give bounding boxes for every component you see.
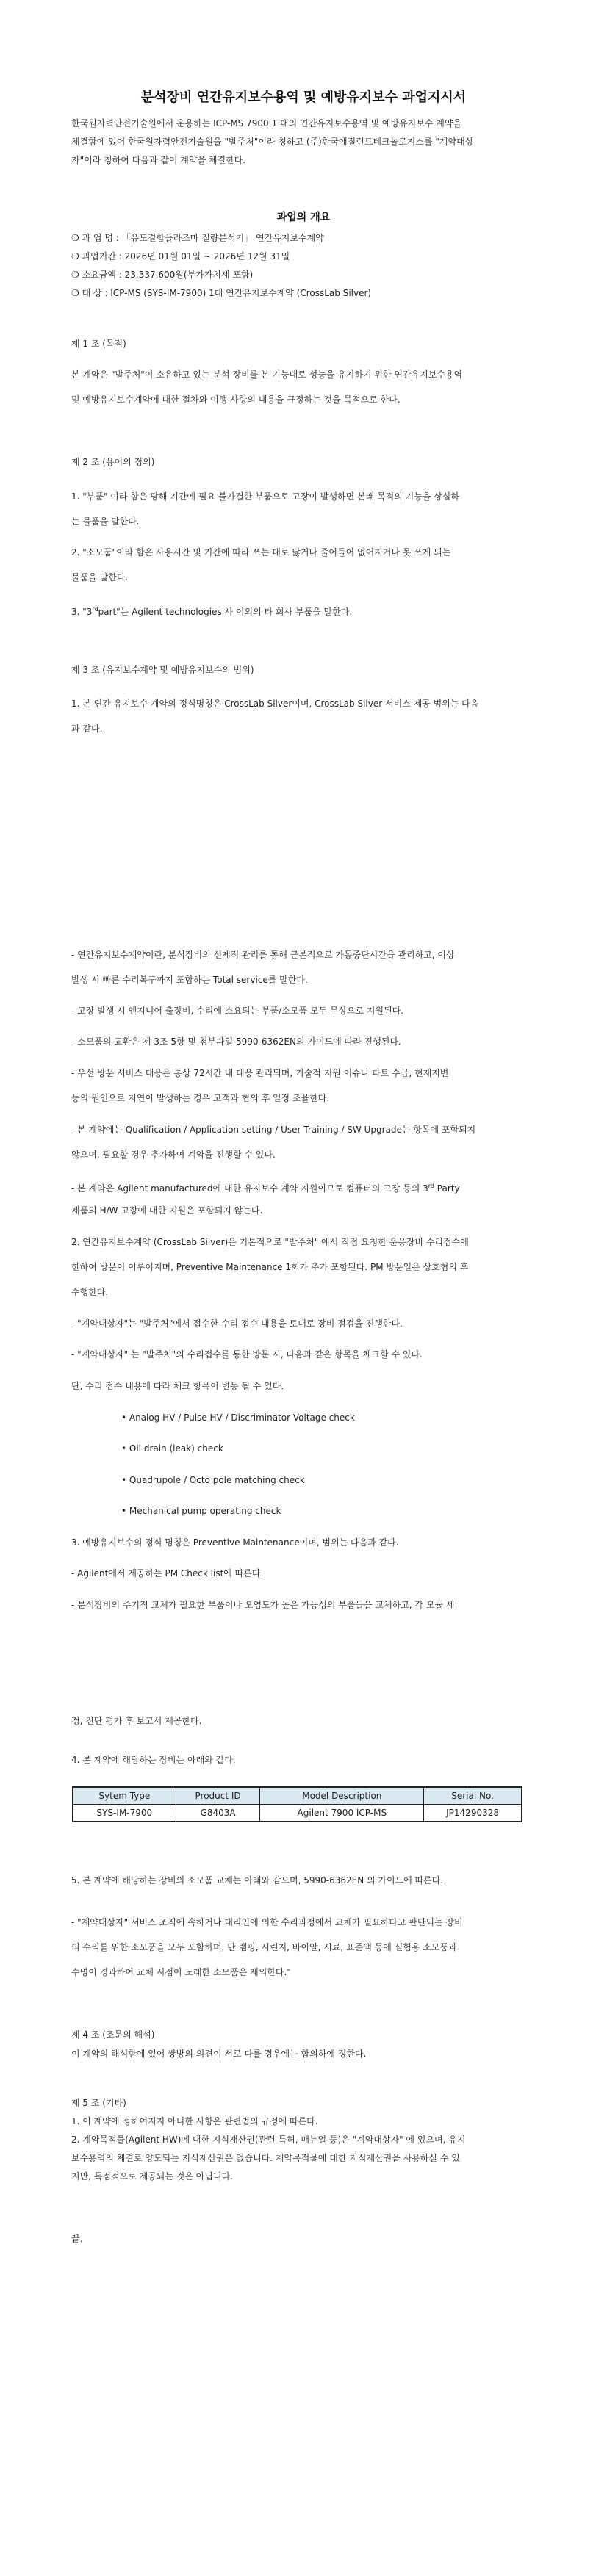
overview-title: 과업의 개요 [276,212,331,223]
article-2-text: 물품을 말한다. [71,572,129,582]
article-3-text: 한하여 방문이 이루어지며, Preventive Maintenance 1회가 추가 포함된다. PM 방문일은 상호협의 후 [71,1262,469,1272]
table-header-row [73,1787,522,1805]
intro-line: 한국원자력안전기술원에서 운용하는 ICP-MS 7900 1 대의 연간유지보수용역 및 예방유지보수 계약을 [71,118,462,129]
article-5-heading: 제 5 조 (기타) [71,2098,126,2108]
overview-item: ❍ 과 업 명 : 「유도결합플라즈마 질량분석기」 연간유지보수계약 [71,233,324,243]
equipment-table [72,1786,522,1822]
article-1-heading: 제 1 조 (목적) [71,339,126,349]
check-item: • Analog HV / Pulse HV / Discriminator Voltage check [121,1413,355,1423]
article-4-heading: 제 4 조 (조문의 해석) [71,2030,155,2040]
table-cell: G8403A [176,1805,260,1822]
article-5-text: 1. 이 계약에 정하여지지 아니한 사항은 관련법의 규정에 따른다. [71,2116,318,2126]
article-1-text: 및 예방유지보수계약에 대한 절차와 이행 사항의 내용을 규정하는 것을 목적으로 한다. [71,394,401,405]
article-5-text: 지만, 독점적으로 제공되는 것은 아닙니다. [71,2171,233,2182]
overview-item: ❍ 소요금액 : 23,337,600원(부가가치세 포함) [71,270,254,280]
table-header: Product ID [176,1787,260,1805]
article-5-text: 2. 계약목적물(Agilent HW)에 대한 지식재산권(관련 특허, 매뉴얼 등)은 "계약대상자" 에 있으며, 유지 [71,2135,466,2145]
article-3-item: - 소모품의 교환은 제 3조 5항 및 첨부파일 5990-6362EN의 가이드에 따라 진행된다. [71,1036,401,1047]
article-3-text: 2. 연간유지보수계약 (CrossLab Silver)은 기본적으로 "발주처" 에서 직접 요청한 운용장비 수리접수에 [71,1237,469,1247]
article-3-text: 1. 본 연간 유지보수 계약의 정식명칭은 CrossLab Silver이며, CrossLab Silver 서비스 제공 범위는 다음 [71,699,479,709]
overview-item: ❍ 대 상 : ICP-MS (SYS-IM-7900) 1대 연간유지보수계약 (CrossLab Silver) [71,288,372,298]
article-3-item: 발생 시 빠른 수리복구까지 포함하는 Total service를 말한다. [71,975,308,985]
article-2-text: 3. "3rdpart"는 Agilent technologies 사 이외의 타 회사 부품을 말한다. [71,606,353,617]
article-3-text: 의 수리를 위한 소모품을 모두 포함하며, 단 램핑, 시린지, 바이알, 시료, 표준액 등에 실험용 소모품과 [71,1942,457,1952]
article-3-item: - 고장 발생 시 엔지니어 출장비, 수리에 소요되는 부품/소모품 모두 무상으로 지원된다. [71,1006,404,1016]
overview-item: ❍ 과업기간 : 2026년 01월 01일 ~ 2026년 12월 31일 [71,251,290,261]
check-item: • Mechanical pump operating check [121,1506,281,1516]
article-3-heading: 제 3 조 (유지보수계약 및 예방유지보수의 범위) [71,665,254,675]
document-title: 분석장비 연간유지보수용역 및 예방유지보수 과업지시서 [140,90,467,105]
article-3-text: 3. 예방유지보수의 정식 명칭은 Preventive Maintenance이며, 범위는 다음과 같다. [71,1537,399,1548]
article-3-text: - Agilent에서 제공하는 PM Check list에 따른다. [71,1568,264,1579]
article-3-item: 등의 원인으로 지연이 발생하는 경우 고객과 협의 후 일정 조율한다. [71,1093,330,1103]
end-mark: 끝. [71,2234,83,2244]
article-2-text: 2. "소모품"이라 함은 사용시간 및 기간에 따라 쓰는 대로 닳거나 줄어들어 없어지거나 못 쓰게 되는 [71,547,451,558]
article-3-item: - 연간유지보수계약이란, 분석장비의 선제적 관리를 통해 근본적으로 가동중단시간을 관리하고, 이상 [71,950,455,960]
article-1-text: 본 계약은 "발주처"이 소유하고 있는 분석 장비를 본 기능대로 성능을 유지하기 위한 연간유지보수용역 [71,369,463,380]
table-row [73,1805,522,1822]
article-3-text: - "계약대상자"는 "발주처"에서 접수한 수리 접수 내용을 토대로 장비 점검을 진행한다. [71,1318,403,1329]
article-3-text: 단, 수리 접수 내용에 따라 체크 항목이 변동 될 수 있다. [71,1381,284,1391]
article-3-item: - 본 계약은 Agilent manufactured에 대한 유지보수 계약 지원이므로 컴퓨터의 고장 등의 3rd Party [71,1183,460,1194]
article-3-text: 5. 본 계약에 해당하는 장비의 소모품 교체는 아래와 같으며, 5990-6362EN 의 가이드에 따른다. [71,1875,444,1886]
intro-line: 자"이라 칭하여 다음과 같이 계약을 체결한다. [71,155,246,165]
table-header: Model Description [260,1787,424,1805]
article-3-text: - "계약대상자" 는 "발주처"의 수리접수를 통한 방문 시, 다음과 같은 항목을 체크할 수 있다. [71,1349,423,1360]
table-header: Sytem Type [73,1787,176,1805]
article-3-text: 4. 본 계약에 해당하는 장비는 아래와 같다. [71,1755,236,1765]
article-3-item: - 본 계약에는 Qualification / Application setting / User Training / SW Upgrade는 항목에 포함되지 [71,1125,476,1135]
article-3-item: 않으며, 필요할 경우 추가하여 계약을 진행할 수 있다. [71,1150,276,1160]
article-3-text: - "계약대상자" 서비스 조직에 속하거나 대리인에 의한 수리과정에서 교체가 필요하다고 판단되는 장비 [71,1917,463,1927]
article-3-text: 정, 진단 평가 후 보고서 제공한다. [71,1716,202,1726]
article-2-text: 1. "부품" 이라 함은 당해 기간에 필요 불가결한 부품으로 고장이 발생하면 본래 목적의 기능을 상실하 [71,491,459,502]
table-cell: SYS-IM-7900 [73,1805,176,1822]
article-2-text: 는 물품을 말한다. [71,516,140,527]
table-cell: JP14290328 [424,1805,522,1822]
table-header: Serial No. [424,1787,522,1805]
article-3-text: 과 같다. [71,724,103,734]
article-3-text: 수행한다. [71,1287,109,1297]
check-item: • Oil drain (leak) check [121,1443,223,1454]
article-3-text: - 분석장비의 주기적 교체가 필요한 부품이나 오염도가 높은 가능성의 부품들을 교체하고, 각 모듈 세 [71,1600,455,1610]
article-5-text: 보수용역의 체결로 양도되는 지식재산권은 없습니다. 계약목적물에 대한 지식재산권을 사용하실 수 있 [71,2153,460,2163]
intro-line: 체결함에 있어 한국원자력안전기술원을 "발주처"이라 칭하고 (주)한국애질런트테크놀로지스를 "계약대상 [71,137,474,147]
article-4-text: 이 계약의 해석함에 있어 쌍방의 의견이 서로 다를 경우에는 합의하에 정한다. [71,2049,367,2059]
article-2-heading: 제 2 조 (용어의 정의) [71,457,155,467]
article-3-item: 제품의 H/W 고장에 대한 지원은 포함되지 않는다. [71,1205,263,1216]
check-item: • Quadrupole / Octo pole matching check [121,1475,305,1485]
article-3-item: - 우선 방문 서비스 대응은 통상 72시간 내 대응 관리되며, 기술적 지원 이슈나 파트 수급, 현재지변 [71,1068,449,1078]
article-3-text: 수명이 경과하여 교체 시점이 도래한 소모품은 제외한다." [71,1967,291,1977]
table-cell: Agilent 7900 ICP-MS [260,1805,424,1822]
